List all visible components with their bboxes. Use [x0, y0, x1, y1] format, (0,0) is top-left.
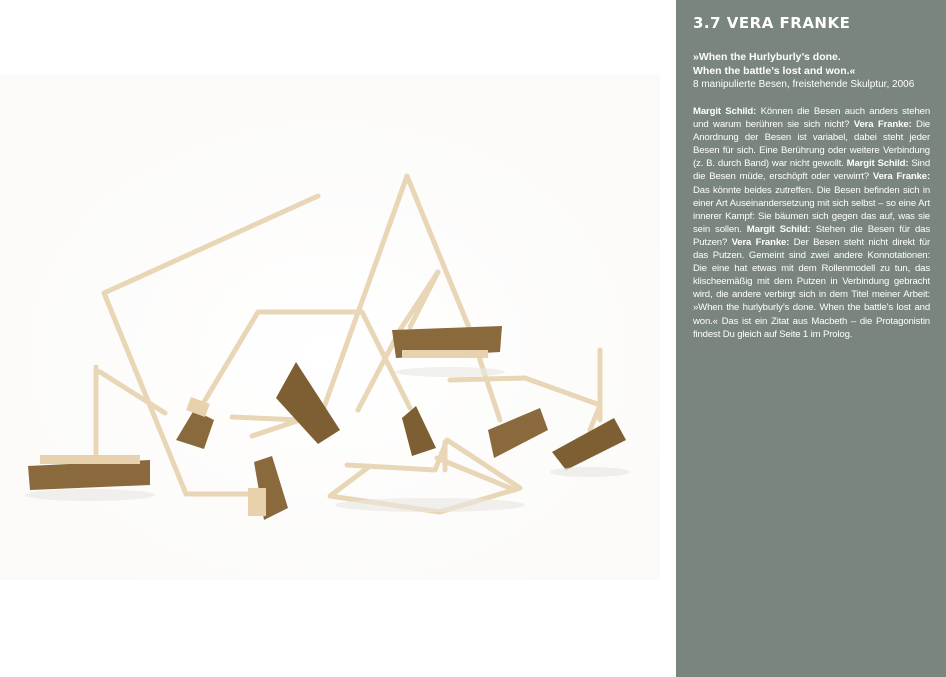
interview-answer: Sind die Besen müde, erschöpft oder verwirrt?	[693, 158, 930, 183]
interview-answer: Der Besen steht nicht direkt für das Putzen. Gemeint sind zwei andere Konnotationen: Die eine hat etwas mit dem Rollenmodell zu tun, das klischeemäßig mit dem Putzen in Verbindung gebracht wird, die andere verbirgt sich in dem Titel meiner Arbeit: »When the hurlyburly’s done. When the battle’s lost and won.« Das ist ein Zitat aus Macbeth – die Protagonistin findest Du gleich auf Seite 1 im Prolog.	[693, 236, 930, 340]
interview-answer: Das könnte beides zutreffen. Die Besen befinden sich in einer Art Auseinandersetzung mit sich selbst – so eine Art innerer Kampf: Sie bäumen sich gegen das auf, was sie sein sollen.	[693, 184, 930, 235]
speaker-label: Vera Franke:	[872, 171, 931, 183]
work-title-line1: »When the Hurlyburly’s done.	[693, 51, 841, 63]
speaker-label: Margit Schild:	[846, 158, 909, 170]
interview-answer: Die Anordnung der Besen ist variabel, dabei steht jeder Besen für sich. Eine Berührung oder weitere Verbindung (z. B. durch Band) war nicht gewollt.	[693, 119, 930, 170]
text-sidebar	[676, 0, 946, 677]
interview-answer: Stehen die Besen für das Putzen?	[693, 223, 931, 248]
work-caption: 8 manipulierte Besen, freistehende Skulptur, 2006	[693, 79, 915, 90]
work-title-line2: When the battle’s lost and won.«	[693, 65, 856, 77]
section-title: 3.7 VERA FRANKE	[693, 14, 851, 32]
speaker-label: Margit Schild:	[693, 106, 757, 117]
speaker-label: Vera Franke:	[731, 236, 790, 248]
speaker-label: Margit Schild:	[746, 223, 811, 235]
speaker-label: Vera Franke:	[853, 119, 912, 131]
interview-answer: Können die Besen auch anders stehen und warum berühren sie sich nicht?	[693, 106, 931, 131]
interview-text	[693, 105, 930, 341]
